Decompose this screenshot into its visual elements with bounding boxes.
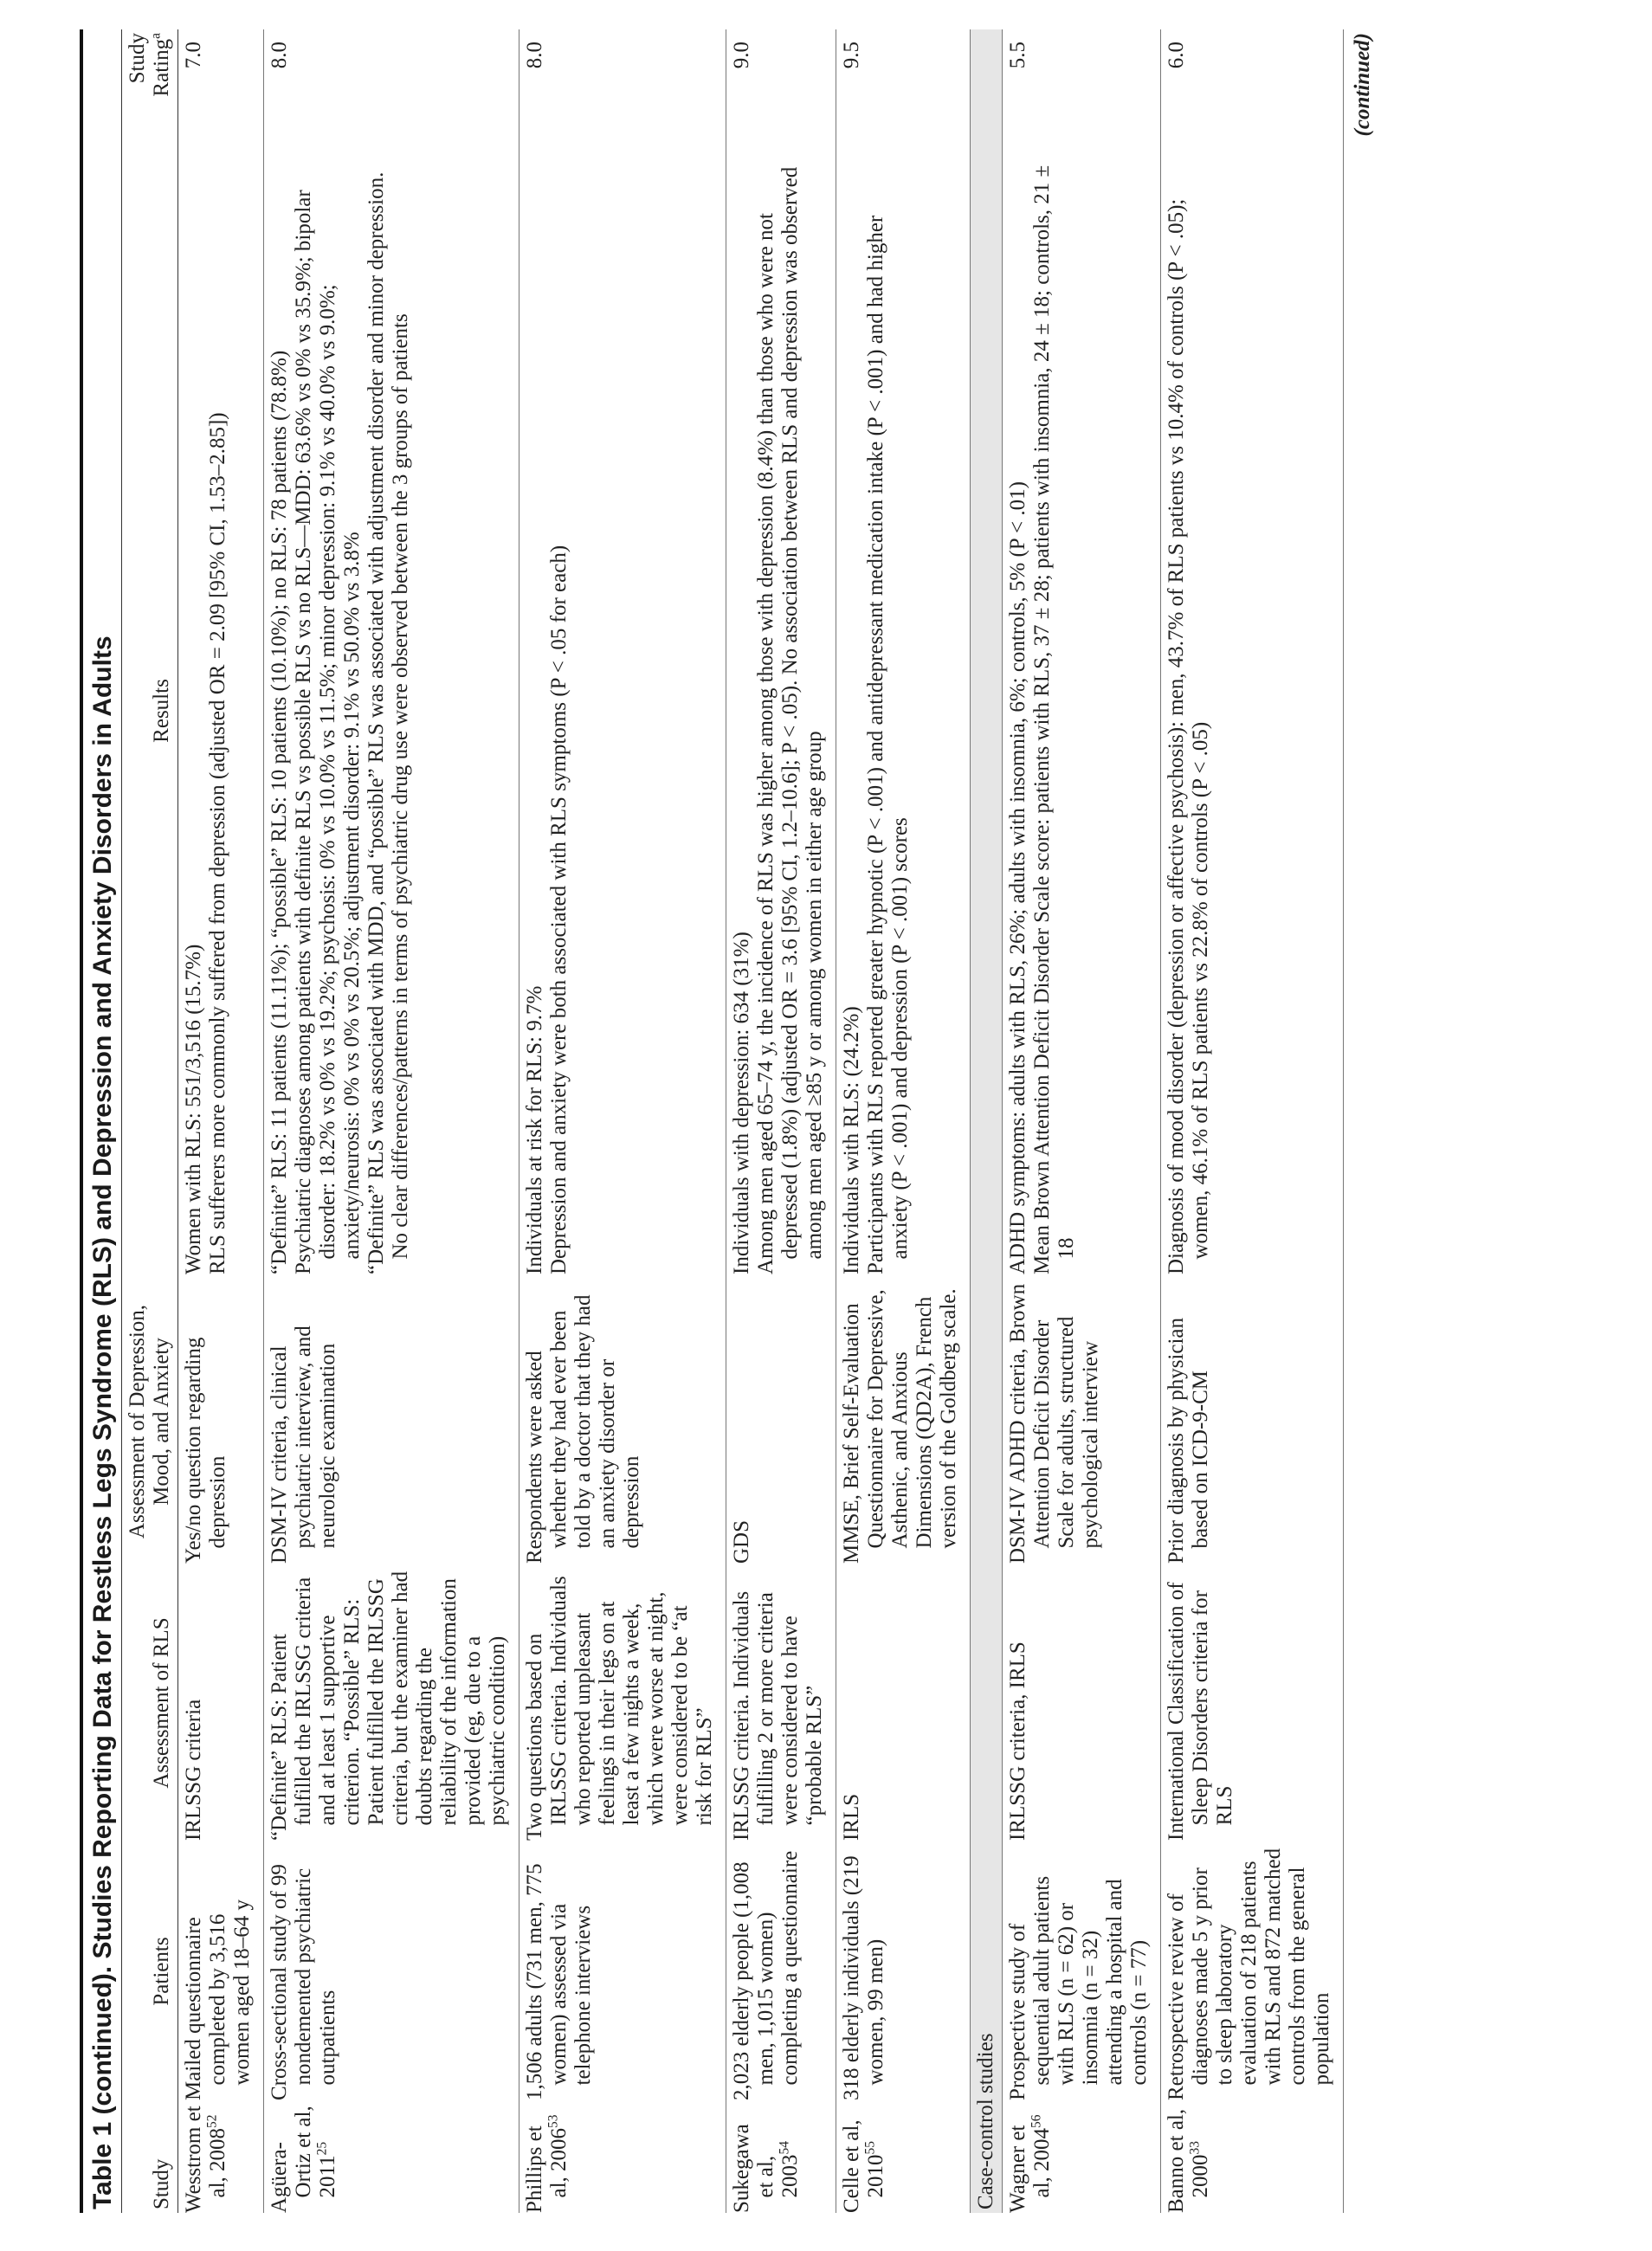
reference-number: 56 xyxy=(1029,2114,1044,2128)
assessment-depression-cell: MMSE, Brief Self-Evaluation Questionnaire for Depressive, Asthenic, and Anxious Dimensions (QD2A), French version of the Goldberg scale. xyxy=(836,1278,971,1564)
col-patients: Patients xyxy=(122,1841,178,2100)
assessment-rls-cell: IRLS xyxy=(836,1564,971,1841)
table-row xyxy=(519,29,726,2213)
result-line: Individuals with RLS: (24.2%) xyxy=(840,1006,863,1274)
caption-text: Table 1 (continued). Studies Reporting Data for Restless Legs Syndrome (RLS) and Depression and Anxiety Disorders in Adults xyxy=(88,635,117,2209)
col-rating-footnote: a xyxy=(148,33,164,39)
reference-number: 52 xyxy=(204,2114,220,2128)
patients-cell: 318 elderly individuals (219 women, 99 men) xyxy=(836,1841,971,2100)
section-row xyxy=(971,29,1003,2213)
results-cell xyxy=(178,142,264,1278)
col-results: Results xyxy=(122,142,178,1278)
study-name: Wesstrom et al, 2008 xyxy=(182,2106,229,2213)
assessment-rls-cell: IRLSSG criteria. Individuals fulfilling 2 or more criteria were considered to have “probable RLS” xyxy=(726,1564,836,1841)
assessment-depression-cell: Prior diagnosis by physician based on ICD-9-CM xyxy=(1161,1278,1344,1564)
table-caption xyxy=(80,29,121,2213)
study-name: Wagner et al, 2004 xyxy=(1006,2125,1054,2213)
result-line: Depression and anxiety were both associated with RLS symptoms (P < .05 for each) xyxy=(547,545,571,1274)
study-rating-cell: 7.0 xyxy=(178,29,264,142)
assessment-rls-cell: IRLSSG criteria xyxy=(178,1564,264,1841)
results-cell xyxy=(264,142,519,1278)
assessment-rls-cell: International Classification of Sleep Disorders criteria for RLS xyxy=(1161,1564,1344,1841)
patients-cell: Retrospective review of diagnoses made 5 y prior to sleep laboratory evaluation of 218 patients with RLS and 872 matched controls from the general population xyxy=(1161,1841,1344,2100)
continued-note: (continued) xyxy=(1351,33,1374,137)
assessment-rls-cell: Two questions based on IRLSSG criteria. Individuals who reported unpleasant feelings in their legs on at least a few nights a week, which were worse at night, were considered to be “at risk for RLS” xyxy=(519,1564,726,1841)
study-rating-cell: 8.0 xyxy=(264,29,519,142)
patients-cell: Mailed questionnaire completed by 3,516 women aged 18–64 y xyxy=(178,1841,264,2100)
study-name: Banno et al, 2000 xyxy=(1165,2108,1212,2213)
study-rating-cell: 5.5 xyxy=(1003,29,1161,142)
study-cell xyxy=(264,2100,519,2213)
assessment-depression-cell: GDS xyxy=(726,1278,836,1564)
reference-number: 55 xyxy=(862,2141,878,2155)
study-rating-cell: 8.0 xyxy=(519,29,726,142)
assessment-depression-cell: DSM-IV criteria, clinical psychiatric interview, and neurologic examination xyxy=(264,1278,519,1564)
result-line: Psychiatric diagnoses among patients with definite RLS vs possible RLS vs no RLS—MDD: 63.6% vs 0% vs 35.9%; bipolar disorder: 18.2% vs 0% vs 19.2%; psychosis: 0% vs 10.0% vs 11.5%; minor depression: 9.1% vs 40.0% vs 9.0%; anxiety/neurosis: 0% vs 0% vs 20.5%; adjustment disorder: 9.1% vs 50.0% vs 3.8% xyxy=(292,190,364,1274)
table-row xyxy=(1161,29,1344,2213)
reference-number: 53 xyxy=(545,2114,561,2128)
result-line: Diagnosis of mood disorder (depression or affective psychosis): men, 43.7% of RLS patients vs 10.4% of controls (P < .05); women, 46.1% of RLS patients vs 22.8% of controls (P < .05) xyxy=(1165,198,1212,1274)
result-line: Mean Brown Attention Deficit Disorder Scale score: patients with RLS, 37 ± 28; patients with insomnia, 24 ± 18; controls, 21 ± 18 xyxy=(1030,164,1078,1274)
studies-table xyxy=(121,29,1344,2213)
result-line: “Definite” RLS: 11 patients (11.11%); “possible” RLS: 10 patients (10.10%); no RLS: 78 patients (78.8%) xyxy=(268,350,291,1274)
assessment-depression-cell: Respondents were asked whether they had ever been told by a doctor that they had an anxiety disorder or depression xyxy=(519,1278,726,1564)
assessment-rls-cell: “Definite” RLS: Patient fulfilled the IRLSSG criteria and at least 1 supportive criterion. “Possible” RLS: Patient fulfilled the IRLSSG criteria, but the examiner had doubts regarding the reliability of the information provided (eg, due to a psychiatric condition) xyxy=(264,1564,519,1841)
reference-number: 25 xyxy=(314,2141,330,2156)
col-assessment-rls: Assessment of RLS xyxy=(122,1564,178,1841)
table-row xyxy=(178,29,264,2213)
study-name: Celle et al, 2010 xyxy=(840,2119,887,2213)
assessment-rls-cell: IRLSSG criteria, IRLS xyxy=(1003,1564,1161,1841)
results-cell xyxy=(1161,142,1344,1278)
patients-cell: 1,506 adults (731 men, 775 women) assessed via telephone interviews xyxy=(519,1841,726,2100)
study-cell xyxy=(178,2100,264,2213)
document-page xyxy=(80,29,1375,2213)
col-assessment-depression: Assessment of Depression, Mood, and Anxiety xyxy=(122,1278,178,1564)
study-cell xyxy=(726,2100,836,2213)
study-cell xyxy=(519,2100,726,2213)
results-cell xyxy=(519,142,726,1278)
result-line: Participants with RLS reported greater hypnotic (P < .001) and antidepressant medication intake (P < .001) and had higher anxiety (P < .001) and depression (P < .001) scores xyxy=(864,215,912,1274)
table-row xyxy=(836,29,971,2213)
result-line: Individuals with depression: 634 (31%) xyxy=(730,932,753,1274)
header-row xyxy=(122,29,178,2213)
study-cell xyxy=(1003,2100,1161,2213)
result-line: Women with RLS: 551/3,516 (15.7%) xyxy=(182,944,205,1274)
reference-number: 33 xyxy=(1187,2141,1203,2155)
col-study-rating xyxy=(122,29,178,142)
study-name: Agüera-Ortiz et al, 2011 xyxy=(268,2106,339,2213)
study-name: Sukegawa et al, 2003 xyxy=(730,2124,802,2213)
col-rating-label: Study Rating xyxy=(126,33,173,97)
study-rating-cell: 9.5 xyxy=(836,29,971,142)
table-body-case-control xyxy=(1003,29,1344,2213)
patients-cell: Cross-sectional study of 99 nondemented psychiatric outpatients xyxy=(264,1841,519,2100)
results-cell xyxy=(1003,142,1161,1278)
assessment-depression-cell: DSM-IV ADHD criteria, Brown Attention Deficit Disorder Scale for adults, structured psychological interview xyxy=(1003,1278,1161,1564)
result-line: “Definite” RLS was associated with MDD, and “possible” RLS was associated with adjustment disorder and minor depression. No clear differences/patterns in terms of psychiatric drug use were observed between the 3 groups of patients xyxy=(365,171,412,1274)
col-study: Study xyxy=(122,2100,178,2213)
table-body-cross-sectional xyxy=(178,29,971,2213)
table-body-section xyxy=(971,29,1003,2213)
study-name: Phillips et al, 2006 xyxy=(523,2125,571,2213)
table-row xyxy=(726,29,836,2213)
result-line: RLS sufferers more commonly suffered from depression (adjusted OR = 2.09 [95% CI, 1.53–2.85]) xyxy=(206,412,229,1274)
results-cell xyxy=(726,142,836,1278)
result-line: ADHD symptoms: adults with RLS, 26%; adults with insomnia, 6%; controls, 5% (P < .01) xyxy=(1006,481,1029,1274)
table-row xyxy=(264,29,519,2213)
section-label: Case-control studies xyxy=(971,29,1003,2213)
study-cell xyxy=(836,2100,971,2213)
assessment-depression-cell: Yes/no question regarding depression xyxy=(178,1278,264,1564)
table-row xyxy=(1003,29,1161,2213)
reference-number: 54 xyxy=(777,2141,792,2155)
study-cell xyxy=(1161,2100,1344,2213)
patients-cell: 2,023 elderly people (1,008 men, 1,015 women) completing a questionnaire xyxy=(726,1841,836,2100)
patients-cell: Prospective study of sequential adult patients with RLS (n = 62) or insomnia (n = 32) attending a hospital and controls (n = 77) xyxy=(1003,1841,1161,2100)
study-rating-cell: 6.0 xyxy=(1161,29,1344,142)
results-cell xyxy=(836,142,971,1278)
study-rating-cell: 9.0 xyxy=(726,29,836,142)
result-line: Individuals at risk for RLS: 9.7% xyxy=(523,985,546,1274)
result-line: Among men aged 65–74 y, the incidence of RLS was higher among those with depression (8.4%) than those who were not depressed (1.8%) (adjusted OR = 3.6 [95% CI, 1.2–10.6]; P < .05). No association between RLS and depression was observed among men aged ≥85 y or among women in either age group xyxy=(754,166,826,1274)
